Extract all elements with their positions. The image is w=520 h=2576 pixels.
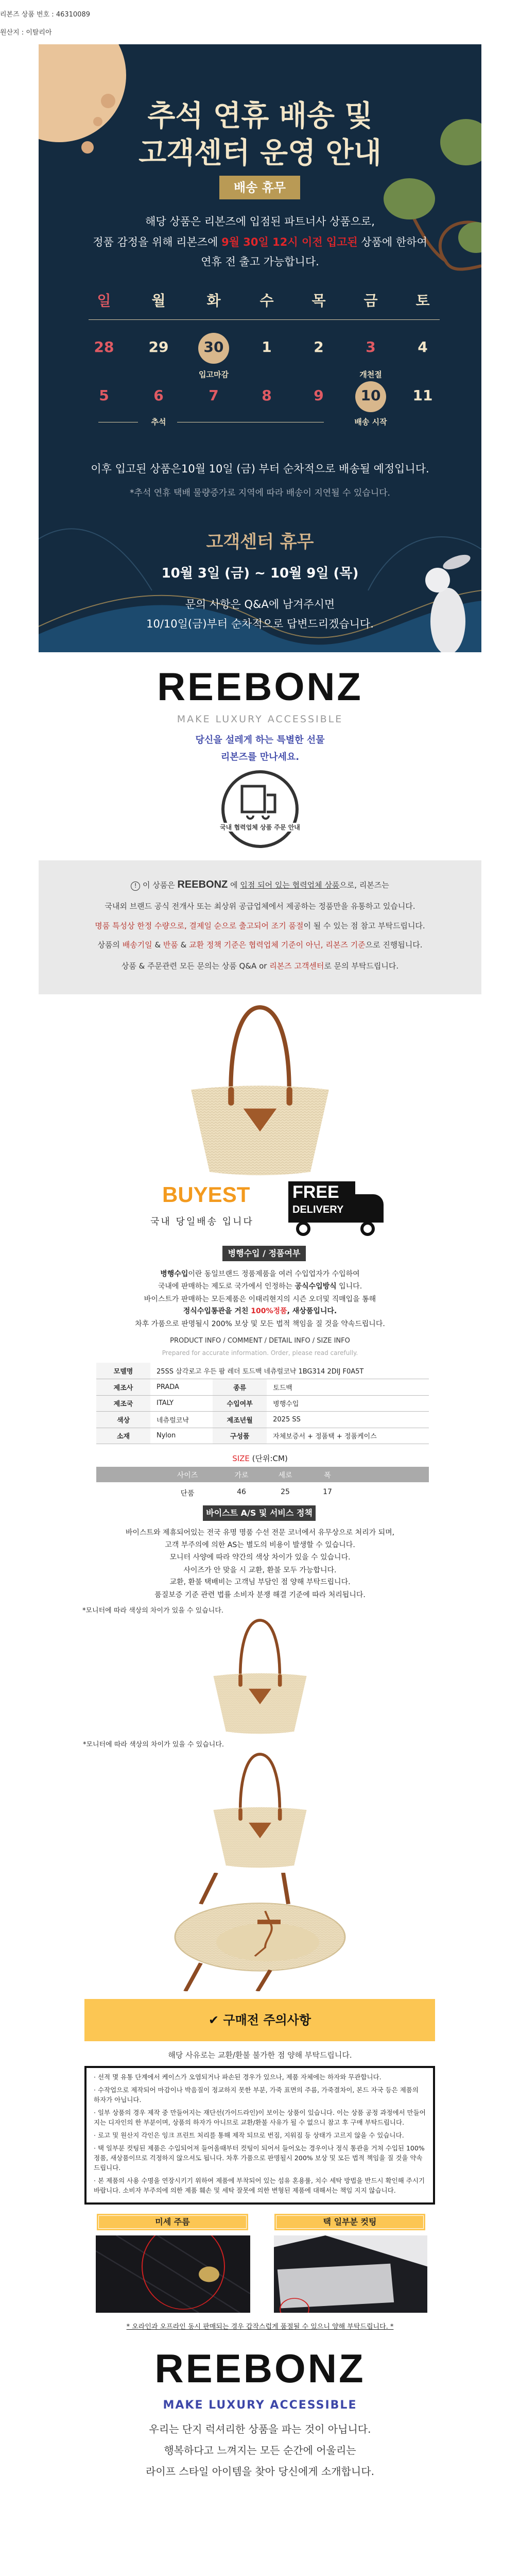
weekday: 월	[151, 292, 166, 309]
size-table-row	[96, 1487, 429, 1498]
size-table-header	[96, 1467, 429, 1482]
monitor-caption: *모니터에 따라 색상의 차이가 있을 수 있습니다.	[83, 1741, 224, 1749]
footer-line: 행복하다고 느껴지는 모든 순간에 어울리는	[164, 2444, 356, 2456]
caution-box	[84, 2066, 435, 2205]
value: 2025 SS	[267, 1412, 429, 1428]
text: 로 문의 부탁드립니다.	[324, 961, 399, 971]
as-line: 바이스트와 제휴되어있는 전국 유명 명품 수선 전문 코너에서 유무상으로 처리가 되며,	[125, 1529, 395, 1537]
footer-reebonz-logo: REEBONZ	[154, 2346, 366, 2391]
text: 교환 정책 기준은 협력업체 기준이 아닌, 리본즈 기준	[189, 940, 366, 950]
text: 병행수입	[160, 1270, 188, 1278]
value: 자체보증서 + 정품택 + 정품케이스	[267, 1428, 429, 1444]
as-line: 모니터 사양에 따라 약간의 색상 차이가 있을 수 있습니다.	[169, 1553, 351, 1562]
value: 병행수입	[267, 1395, 429, 1412]
lower-section	[0, 2066, 520, 2493]
calendar-day: 30	[203, 338, 224, 355]
caution-header	[84, 1999, 435, 2041]
cs-dates: 10월 3일 (금) ~ 10월 9일 (목)	[161, 566, 359, 581]
size-title	[0, 1453, 520, 1464]
label: 제조국	[96, 1395, 150, 1412]
cell: 25	[281, 1488, 290, 1496]
text: 으로, 리본즈는	[339, 880, 389, 890]
calendar-day: 3	[366, 338, 376, 355]
ship-start-label: 배송 시작	[354, 417, 387, 427]
chuseok-label: 추석	[151, 417, 166, 427]
table-row	[96, 1363, 429, 1379]
monitor-caption: *모니터에 따라 색상의 차이가 있을 수 있습니다.	[82, 1607, 224, 1615]
table-row	[96, 1395, 429, 1412]
text: 이란 동일브랜드 정품제품을 여러 수입업자가 수입하여	[188, 1270, 360, 1278]
holiday-label: 개천절	[359, 370, 382, 379]
banner-title-2: 고객센터 운영 안내	[138, 137, 382, 170]
value: ITALY	[150, 1395, 213, 1412]
caution-item: · 일부 상품의 경우 제작 중 만들어지는 재단선(가이드라인)이 보이는 상품이 있습니다. 이는 상품 공정 과정에서 만들어지는 디자인의 한 부분이며, 상품의 하자가 아니므로 교환/환불 사유가 될 수 없으니 참고 후 구매 부탁드립니다.	[94, 2109, 426, 2126]
value: 네츄럴코냑	[150, 1412, 213, 1428]
caution-title: 구매전 주의사항	[223, 2013, 311, 2027]
caution-item: · 선적 몇 유통 단계에서 케이스가 오염되거나 파손된 경우가 있으나, 제품 자체에는 하자와 무관합니다.	[94, 2073, 382, 2081]
caution-item: · 로고 및 원산지 각인은 잉크 프린트 처리를 통해 제작 되므로 번짐, 지워짐 등 상태가 고르지 않을 수 있습니다.	[94, 2131, 404, 2139]
notice-line-2: 국내외 브랜드 공식 전개사 또는 최상위 공급업체에서 제공하는 정품만을 유통하고 있습니다.	[105, 902, 415, 911]
as-line: 사이즈가 안 맞을 시 교환, 환불 모두 가능합니다.	[183, 1566, 337, 1574]
label: 소재	[96, 1428, 150, 1444]
product-info-sub: Prepared for accurate information. Order, please read carefully.	[162, 1349, 358, 1357]
value: 25SS 삼각로고 우든 팜 레더 토드백 네츄럴코냑 1BG314 2DIJ F0A5T	[150, 1363, 429, 1379]
as-line: 교환, 환불 택배비는 고객님 부담인 점 양해 부탁드립니다.	[169, 1578, 351, 1586]
calendar-day: 29	[148, 338, 169, 355]
text: 배송기일	[122, 940, 152, 950]
text: 반품	[163, 940, 178, 950]
weekday: 일	[97, 292, 111, 309]
divider	[89, 319, 440, 320]
product-number: 리본즈 상품 번호 : 46310089	[0, 11, 90, 19]
product-image-inside	[172, 1873, 348, 1991]
table-row	[96, 1428, 429, 1444]
banner-text-3: 연휴 전 출고 가능합니다.	[201, 256, 319, 268]
text: 상품에 한하여	[357, 236, 427, 248]
label: 모델명	[96, 1363, 150, 1379]
banner-text-2	[39, 234, 481, 249]
calendar-day: 8	[262, 387, 272, 404]
column-header: 세로	[278, 1471, 292, 1480]
weekday: 수	[259, 292, 274, 309]
wrinkle-example-photo	[96, 2235, 250, 2313]
calendar-day: 2	[314, 338, 324, 355]
example-label-tag-cut	[274, 2214, 425, 2230]
label: 종류	[213, 1379, 267, 1396]
checkmark-icon: ✔	[208, 2013, 219, 2027]
intro-line-2: 리본즈를 만나세요.	[220, 752, 300, 762]
text: 정품 감정을 위해 리본즈에	[93, 236, 222, 248]
notice-line-1	[39, 879, 481, 891]
authentic-line-5: 차후 가품으로 판명될시 200% 보상 및 모든 법적 책임을 질 것을 약속드립니다.	[135, 1320, 385, 1328]
tag-cut-example-photo	[274, 2235, 427, 2313]
buyest-logo: BUYEST	[162, 1182, 250, 1207]
text: 상품 & 주문관련 모든 문의는 상품 Q&A or	[121, 961, 270, 971]
text: 정식수입통관을 거친	[183, 1307, 251, 1315]
text: 100%정품	[251, 1307, 287, 1315]
product-image-front	[178, 1002, 342, 1177]
text: SIZE	[232, 1454, 250, 1463]
reebonz-logo: REEBONZ	[157, 665, 363, 709]
calendar-day: 1	[262, 338, 272, 355]
caution-sub: 해당 사유로는 교환/환불 불가한 점 양해 부탁드립니다.	[168, 2050, 352, 2060]
delivery-text: DELIVERY	[292, 1204, 344, 1215]
footer-line: 우리는 단지 럭셔리한 상품을 파는 것이 아닙니다.	[149, 2423, 371, 2435]
column-header: 가로	[234, 1471, 249, 1480]
table-row	[96, 1412, 429, 1428]
caution-item: · 수작업으로 제작되어 마감이나 박음질이 정교하지 못한 부분, 가죽 표면의 주름, 가죽결차이, 본드 자국 등은 제품의 하자가 아닙니다.	[94, 2086, 419, 2104]
deadline-highlight: 9월 30일 12시 이전 입고된	[221, 236, 358, 248]
shipping-holiday-badge: 배송 휴무	[219, 176, 300, 199]
text: , 새상품입니다.	[287, 1307, 337, 1315]
example-labels	[0, 2214, 520, 2230]
value: 토드백	[267, 1379, 429, 1396]
calendar-day: 4	[418, 338, 428, 355]
text: 공식수입방식	[294, 1282, 337, 1291]
product-image-side	[204, 1751, 316, 1869]
partner-icon-label: 국내 협력업체 상품 주문 안내	[217, 823, 303, 832]
free-text: FREE	[292, 1182, 339, 1202]
truck-icon	[238, 784, 284, 825]
as-line: 품질보증 기준 관련 법률 소비자 분쟁 해결 기준에 따라 처리됩니다.	[154, 1591, 366, 1599]
authentic-line-2	[0, 1281, 520, 1291]
calendar-day: 28	[94, 338, 114, 355]
text: 명품 특성상 한정 수량으로, 결제일 순으로 출고되어 조기 품절	[95, 921, 304, 930]
footer-tagline: MAKE LUXURY ACCESSIBLE	[163, 2399, 357, 2412]
calendar-day: 11	[412, 387, 433, 404]
cell: 단품	[180, 1489, 195, 1498]
text: 에	[230, 880, 238, 890]
cell: 46	[237, 1488, 246, 1496]
info-icon: !	[131, 882, 140, 891]
text: (단위:CM)	[249, 1454, 288, 1463]
origin-country: 원산지 : 이탈리아	[0, 29, 52, 37]
calendar-day: 6	[153, 387, 164, 404]
cs-text-2: 10/10일(금)부터 순차적으로 답변드리겠습니다.	[146, 618, 374, 630]
text: 이 상품은	[142, 880, 175, 890]
notice-line-5	[39, 960, 481, 971]
brand-tagline: MAKE LUXURY ACCESSIBLE	[177, 714, 343, 725]
authentic-line-3: 바이스트가 판매하는 모든제품은 이태리현지의 시즌 오더및 직매입을 통해	[144, 1295, 376, 1303]
value: PRADA	[150, 1379, 213, 1396]
label-text: 미세 주름	[98, 2215, 247, 2229]
partner-order-icon	[221, 770, 299, 848]
text: 입니다.	[336, 1282, 362, 1291]
label: 제조년월	[213, 1412, 267, 1428]
banner-title-1: 추석 연휴 배송 및	[147, 99, 373, 133]
product-info-table	[96, 1363, 429, 1444]
weekday: 화	[206, 292, 221, 309]
value: Nylon	[150, 1428, 213, 1444]
weekday: 금	[363, 292, 378, 309]
reebonz-wordmark: REEBONZ	[177, 879, 228, 890]
example-photos	[0, 2235, 520, 2313]
free-delivery-truck-icon	[288, 1181, 391, 1235]
authentic-badge: 병행수입 / 정품여부	[222, 1246, 306, 1261]
label: 제조사	[96, 1379, 150, 1396]
as-line: 고객 부주의에 의한 AS는 별도의 비용이 발생할 수 있습니다.	[165, 1541, 355, 1549]
product-image-front-2	[204, 1617, 316, 1735]
cell: 17	[323, 1488, 332, 1496]
authentic-line-1	[0, 1268, 520, 1279]
soldout-note: * 오라인과 오프라인 동시 판매되는 경우 갑작스럽게 품절될 수 있으니 양해 부탁드립니다. *	[126, 2323, 394, 2331]
column-header: 사이즈	[177, 1471, 198, 1480]
column-header: 폭	[324, 1471, 331, 1480]
notice-line-3	[39, 920, 481, 931]
label: 색상	[96, 1412, 150, 1428]
intro-line-1: 당신을 설레게 하는 특별한 선물	[195, 735, 325, 745]
deadline-label: 입고마감	[199, 370, 229, 379]
label: 수입여부	[213, 1395, 267, 1412]
table-row	[96, 1379, 429, 1396]
label: 구성품	[213, 1428, 267, 1444]
after-note: *추석 연휴 택배 물량증가로 지역에 따라 배송이 지연될 수 있습니다.	[130, 488, 390, 498]
text: 으로 진행됩니다.	[365, 940, 423, 950]
same-day-shipping-text: 국내 당일배송 입니다	[150, 1216, 254, 1227]
label-text: 택 일부분 컷팅	[276, 2215, 424, 2229]
notice-line-4	[39, 939, 481, 950]
authentic-line-4	[0, 1306, 520, 1316]
weekday: 목	[311, 292, 326, 309]
calendar-day: 7	[209, 387, 219, 404]
cs-text-1: 문의 사항은 Q&A에 남겨주시면	[185, 598, 335, 611]
product-info-heading: PRODUCT INFO / COMMENT / DETAIL INFO / SIZE INFO	[170, 1337, 350, 1345]
calendar-day: 5	[99, 387, 109, 404]
footer-line: 라이프 스타일 아이템을 찾아 당신에게 소개합니다.	[146, 2465, 374, 2478]
text: &	[152, 940, 163, 950]
partner-notice-box	[39, 860, 481, 994]
as-policy-badge: 바이스트 A/S 및 서비스 정책	[203, 1505, 316, 1521]
banner-text-1: 해당 상품은 리본즈에 입점된 파트너사 상품으로,	[145, 215, 375, 228]
text: 입점 되어 있는 협력업체 상품	[240, 880, 340, 890]
cs-title: 고객센터 휴무	[206, 532, 314, 552]
chuseok-banner	[39, 44, 481, 652]
calendar-day: 10	[360, 387, 381, 404]
after-text: 이후 입고된 상품은10월 10일 (금) 부터 순차적으로 배송될 예정입니다.	[91, 463, 429, 475]
example-label-wrinkle	[97, 2214, 248, 2230]
text: 리본즈 고객센터	[269, 961, 324, 971]
text: 상품의	[97, 940, 123, 950]
text: 국내에 판매하는 제도로 국가에서 인정하는	[158, 1282, 295, 1291]
weekday: 토	[415, 292, 430, 309]
text: &	[178, 940, 189, 950]
text: 이 될 수 있는 점 참고 부탁드립니다.	[303, 921, 425, 930]
caution-item: · 택 일부분 컷팅된 제품은 수입되어져 들어올때부터 컷팅이 되어서 들어오는 경우이나 정식 통관을 거쳐 수입된 100% 정품, 새상품이므로 걱정하지 않으셔도 됩니다. 차후 가품으로 판명될시 200% 보상 및 모든 법적 책임을 질 것을 약속드립니다.	[94, 2144, 425, 2172]
calendar-day: 9	[314, 387, 324, 404]
caution-item: · 본 제품의 사용 수명을 연장시키기 위하여 제품에 부착되어 있는 섬유 혼용률, 치수 세탁 방법을 반드시 확인해 주시기 바랍니다. 소비자 부주의에 의한 제품 훼손 및 세탁 잘못에 의한 변형된 제품에 대해서는 책임 지지 않습니다.	[94, 2177, 425, 2194]
